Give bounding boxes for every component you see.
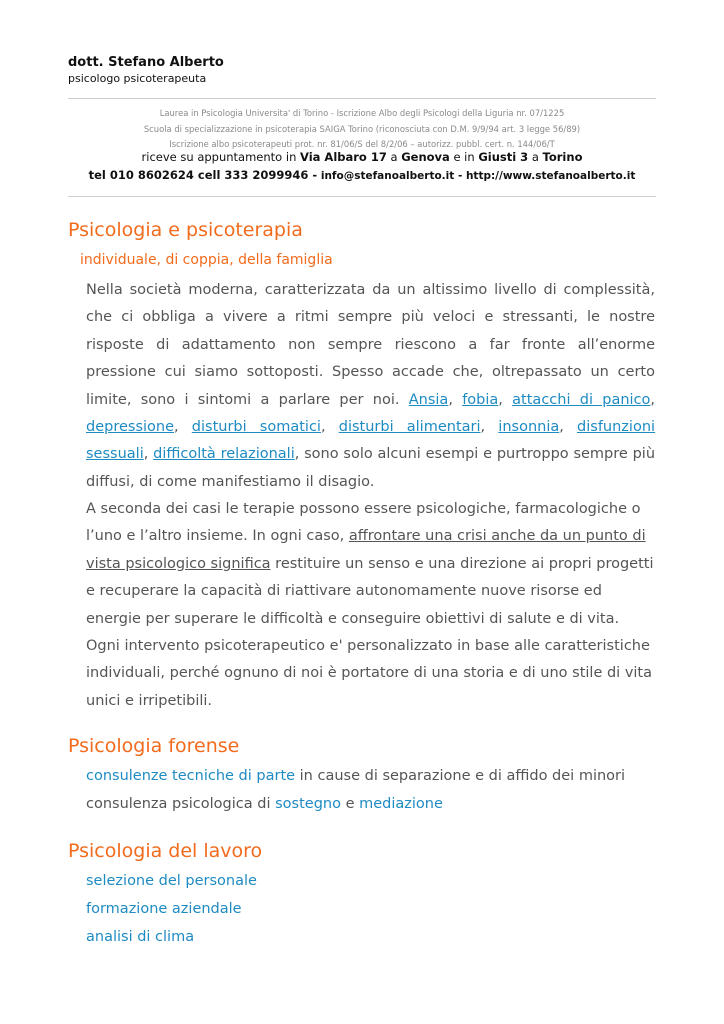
credential-line: Laurea in Psicologia Universita' di Torino - Iscrizione Albo degli Psicologi della Liguria nr. 07/1225 xyxy=(159,108,565,118)
divider-bottom xyxy=(68,196,656,197)
paragraph-therapy xyxy=(86,496,655,715)
link-difficolta-relazionali[interactable]: difficoltà relazionali xyxy=(153,446,295,463)
section-title-psicologia: Psicologia e psicoterapia xyxy=(68,219,303,241)
section-title-lavoro: Psicologia del lavoro xyxy=(68,840,263,862)
link-formazione-aziendale[interactable]: formazione aziendale xyxy=(86,901,242,917)
contacts-line xyxy=(68,168,656,182)
appointment-text: riceve su appuntamento in xyxy=(141,150,301,164)
link-consulenze-tecniche[interactable]: consulenze tecniche di parte xyxy=(86,768,296,784)
appointment-line xyxy=(68,150,656,164)
link-sostegno[interactable]: sostegno xyxy=(275,796,341,812)
section-title-forense: Psicologia forense xyxy=(68,735,240,757)
paragraph-text: restituire un senso e una direzione ai propri progetti e recuperare la capacità di riattivare autonomamente nuove risorse ed energie per superare le difficoltà e conseguire obiettivi di salute e di vita. Ogni intervento psicoterapeutico e' personalizzato in base alle caratteristiche individuali, perché ognuno di noi è portatore di una storia e di uno stile di vita unici e irripetibili. xyxy=(86,555,654,709)
author-role: psicologo psicoterapeuta xyxy=(68,72,207,85)
link-fobia[interactable]: fobia xyxy=(462,391,499,408)
appointment-text: e in xyxy=(449,150,479,164)
link-disfunzioni-sessuali[interactable]: disfunzioni sessuali xyxy=(86,419,656,463)
separator: , xyxy=(143,446,154,463)
address-torino: Giusti 3 xyxy=(478,150,529,164)
separator: , xyxy=(498,391,513,408)
city-genova: Genova xyxy=(401,150,450,164)
forense-line-2 xyxy=(86,796,443,812)
link-depressione[interactable]: depressione xyxy=(86,419,175,436)
link-mediazione[interactable]: mediazione xyxy=(359,796,443,812)
separator: , xyxy=(320,419,339,436)
credential-line: Scuola di specializzazione in psicoterapia SAIGA Torino (riconosciuta con D.M. 9/9/94 art. 3 legge 56/89) xyxy=(143,123,581,134)
divider-top xyxy=(68,98,656,99)
phone-numbers: tel 010 8602624 cell 333 2099946 - xyxy=(88,168,318,182)
paragraph-intro xyxy=(86,277,655,496)
link-analisi-di-clima[interactable]: analisi di clima xyxy=(86,929,195,945)
link-ansia[interactable]: Ansia xyxy=(408,391,449,408)
credentials-block xyxy=(68,106,656,153)
separator: , xyxy=(650,391,655,408)
author-name: dott. Stefano Alberto xyxy=(68,55,224,70)
paragraph-text: A seconda dei casi le terapie possono essere psicologiche, farmacologiche o l’uno e l’altro insieme. In ogni caso, xyxy=(86,501,641,545)
forense-line-1 xyxy=(86,768,625,784)
credential-line: Iscrizione albo psicoterapeuti prot. nr. 81/06/S del 8/2/06 – autorizz. pubbl. cert. n. 144/06/T xyxy=(169,139,555,149)
separator: , xyxy=(448,391,463,408)
forense-text: e xyxy=(340,796,360,812)
paragraph-text: , sono solo alcuni esempi e purtroppo sempre più diffusi, di come manifestiamo il disagio. xyxy=(86,446,656,490)
link-disturbi-alimentari[interactable]: disturbi alimentari xyxy=(338,419,481,436)
paragraph-text: Nella società moderna, caratterizzata da un altissimo livello di complessità, che ci obbliga a vivere a ritmi sempre più veloci e stressanti, le nostre risposte di adattamento non sempre riescono a far fronte all’enorme pressione cui siamo sottoposti. Spesso accade che, oltrepassato un certo limite, sono i sintomi a parlare per noi. xyxy=(86,282,655,408)
link-selezione-personale[interactable]: selezione del personale xyxy=(86,873,257,889)
separator: , xyxy=(559,419,578,436)
email-and-website[interactable]: info@stefanoalberto.it - http://www.stefanoalberto.it xyxy=(317,170,636,182)
section-subtitle: individuale, di coppia, della famiglia xyxy=(80,252,333,268)
separator: , xyxy=(480,419,499,436)
link-disturbi-somatici[interactable]: disturbi somatici xyxy=(191,419,321,436)
address-genova: Via Albaro 17 xyxy=(300,150,387,164)
separator: , xyxy=(174,419,192,436)
appointment-text: a xyxy=(386,150,402,164)
forense-text: in cause di separazione e di affido dei minori xyxy=(295,768,626,784)
appointment-text: a xyxy=(528,150,543,164)
city-torino: Torino xyxy=(542,150,583,164)
link-insonnia[interactable]: insonnia xyxy=(498,419,560,436)
forense-text: consulenza psicologica di xyxy=(86,796,276,812)
link-attacchi-di-panico[interactable]: attacchi di panico xyxy=(512,391,651,408)
underlined-phrase[interactable]: affrontare una crisi anche da un punto di vista psicologico significa xyxy=(86,528,646,572)
